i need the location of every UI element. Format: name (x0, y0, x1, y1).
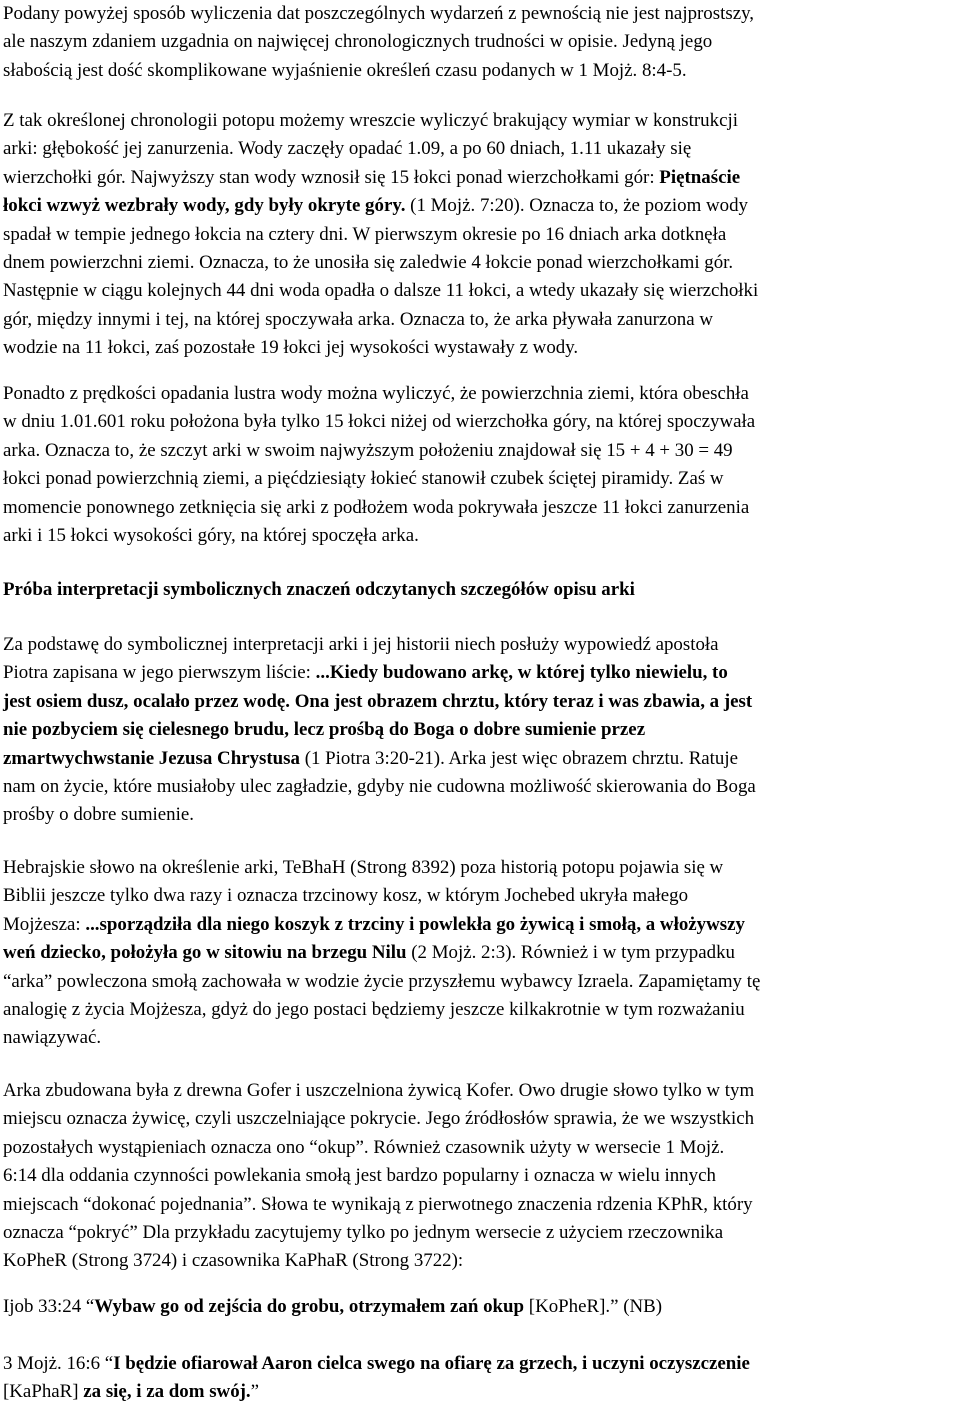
bold-quote-text: I będzie ofiarował Aaron cielca swego na ofiarę za grzech, i uczyni oczyszczenie (113, 1353, 750, 1374)
body-text: momencie ponownego zetknięcia się arki z podłożem woda pokrywała jeszcze 11 łokci zanurzenia (3, 496, 750, 518)
section-heading: Próba interpretacji symbolicznych znaczeń odczytanych szczegółów opisu arki (3, 579, 635, 600)
text-line (3, 57, 958, 85)
body-text: miejscach “dokonać pojednania”. Słowa te wynikają z pierwotnego znaczenia rdzenia KPhR, który (3, 1193, 753, 1215)
bold-quote-text: jest osiem dusz, ocalało przez wodę. Ona jest obrazem chrztu, który teraz i was zbawia, a jest (3, 690, 753, 712)
text-line (3, 631, 958, 659)
text-line (3, 854, 958, 882)
text-line (3, 688, 958, 716)
bold-quote-text: łokci wzwyż wezbrały wody, gdy były okryte góry. (3, 195, 406, 217)
text-line (3, 659, 958, 687)
body-text: analogię z życia Mojżesza, gdyż do jego postaci będziemy jeszcze kilkakrotnie w tym rozważaniu (3, 999, 745, 1021)
text-line (3, 801, 958, 829)
body-text: Ijob 33:24 “ (3, 1296, 95, 1317)
bold-quote-text: zmartwychwstanie Jezusa Chrystusa (3, 747, 300, 769)
body-text: 3 Mojż. 16:6 “ (3, 1353, 114, 1374)
body-text: wodzie na 11 łokci, zaś pozostałe 19 łokci jej wysokości wystawały z wody. (3, 337, 579, 359)
body-text: [KoPheR].” (NB) (524, 1296, 663, 1317)
text-line (3, 465, 958, 493)
text-line (3, 437, 958, 465)
body-text: arki: głębokość jej zanurzenia. Wody zaczęły opadać 1.09, a po 60 dniach, 1.11 ukazały się (3, 138, 692, 160)
text-line (3, 1350, 958, 1378)
body-text: Mojżesza: (3, 913, 86, 935)
text-line (3, 334, 958, 362)
text-line (3, 494, 958, 522)
body-text: ” (250, 1381, 260, 1403)
text-line (3, 1191, 958, 1219)
body-text: pozostałych wystąpieniach oznacza ono “okup”. Również czasownik użyty w wersecie 1 Mojż. (3, 1136, 725, 1158)
text-line (3, 107, 958, 135)
quote-job (3, 1293, 958, 1321)
text-line (3, 745, 958, 773)
body-text: 6:14 dla oddania czynności powlekania smołą jest bardzo popularny i oznacza w wielu innych (3, 1165, 716, 1187)
bold-quote-text: ...sporządziła dla niego koszyk z trzciny i powlekła go żywicą i smołą, a włożywszy (85, 913, 745, 935)
text-line (3, 996, 958, 1024)
body-text: Arka zbudowana była z drewna Gofer i uszczelniona żywicą Kofer. Owo drugie słowo tylko w tym (3, 1080, 755, 1101)
text-line (3, 1247, 958, 1275)
text-line (3, 968, 958, 996)
text-line (3, 882, 958, 910)
text-line (3, 716, 958, 744)
body-text: Hebrajskie słowo na określenie arki, TeBhaH (Strong 8392) poza historią potopu pojawia się w (3, 857, 724, 878)
body-text: ale naszym zdaniem uzgadnia on najwięcej chronologicznych trudności w opisie. Jedyną jego (3, 31, 713, 53)
body-text: Biblii jeszcze tylko dwa razy i oznacza trzcinowy kosz, w którym Jochebed ukryła małego (3, 885, 689, 907)
text-line (3, 164, 958, 192)
text-line (3, 1219, 958, 1247)
body-text: (1 Mojż. 7:20). Oznacza to, że poziom wody (405, 195, 749, 217)
body-text: dnem powierzchni ziemi. Oznacza, to że unosiła się zaledwie 4 łokcie ponad wierzchołkami gór. (3, 252, 734, 274)
text-line (3, 28, 958, 56)
body-text: nawiązywać. (3, 1027, 102, 1049)
text-line (3, 380, 958, 408)
body-text: nam on życie, które musiałoby ulec zagładzie, gdyby nie cudowna możliwość skierowania do Boga (3, 776, 756, 798)
bold-quote-text: za się, i za dom swój. (83, 1381, 251, 1403)
text-line (3, 1134, 958, 1162)
text-line (3, 306, 958, 334)
text-line (3, 408, 958, 436)
body-text: KoPheR (Strong 3724) i czasownika KaPhaR (Strong 3722): (3, 1250, 464, 1272)
text-line (3, 939, 958, 967)
paragraph-flood-depth (3, 107, 958, 363)
text-line (3, 1378, 958, 1406)
quote-leviticus (3, 1350, 958, 1407)
body-text: [KaPhaR] (3, 1381, 84, 1403)
bold-quote-text: ...Kiedy budowano arkę, w której tylko niewielu, to (315, 662, 728, 684)
text-line (3, 192, 958, 220)
body-text: łokci ponad powierzchnią ziemi, a pięćdziesiąty łokieć stanowił czubek ściętej piramidy. Zaś w (3, 468, 724, 490)
body-text: wierzchołki gór. Najwyższy stan wody wznosił się 15 łokci ponad wierzchołkami gór: (3, 166, 660, 188)
text-line (3, 1293, 958, 1321)
text-line (3, 135, 958, 163)
paragraph-gofer-kofer (3, 1077, 958, 1276)
body-text: Podany powyżej sposób wyliczenia dat poszczególnych wydarzeń z pewnością nie jest najprostszy, (3, 3, 755, 24)
text-line (3, 522, 958, 550)
text-line (3, 0, 958, 28)
body-text: spadał w tempie jednego łokcia na cztery dni. W pierwszym okresie po 16 dniach arka dotknęła (3, 223, 727, 245)
body-text: arki i 15 łokci wysokości góry, na której spoczęła arka. (3, 525, 419, 547)
bold-quote-text: nie pozbyciem się cielesnego brudu, lecz prośbą do Boga o dobre sumienie przez (3, 719, 646, 741)
text-line (3, 1077, 958, 1105)
bold-quote-text: Wybaw go od zejścia do grobu, otrzymałem zań okup (94, 1296, 525, 1317)
body-text: w dniu 1.01.601 roku położona była tylko 15 łokci niżej od wierzchołka góry, na której spoczywała (3, 411, 756, 433)
body-text: Za podstawę do symbolicznej interpretacji arki i jej historii niech posłuży wypowiedź apostoła (3, 634, 719, 655)
text-line (3, 773, 958, 801)
body-text: Piotra zapisana w jego pierwszym liście: (3, 662, 316, 684)
text-line (3, 1162, 958, 1190)
body-text: gór, między innymi i tej, na której spoczywała arka. Oznacza to, że arka pływała zanurzona w (3, 308, 713, 330)
body-text: Z tak określonej chronologii potopu możemy wreszcie wyliczyć brakujący wymiar w konstrukcji (3, 110, 738, 131)
body-text: Ponadto z prędkości opadania lustra wody można wyliczyć, że powierzchnia ziemi, która obeschła (3, 383, 749, 404)
body-text: prośby o dobre sumienie. (3, 804, 194, 826)
bold-quote-text: weń dziecko, położyła go w sitowiu na brzegu Nilu (3, 942, 407, 964)
paragraph-peter-letter (3, 631, 958, 830)
body-text: (1 Piotra 3:20-21). Arka jest więc obrazem chrztu. Ratuje (299, 747, 739, 769)
body-text: (2 Mojż. 2:3). Również i w tym przypadku (406, 942, 735, 964)
text-line (3, 249, 958, 277)
text-line (3, 911, 958, 939)
paragraph-chronology-intro (3, 0, 958, 85)
body-text: słabością jest dość skomplikowane wyjaśnienie określeń czasu podanych w 1 Mojż. 8:4-5. (3, 59, 687, 81)
body-text: oznacza “pokryć” Dla przykładu zacytujemy tylko po jednym wersecie z użyciem rzeczownika (3, 1222, 724, 1244)
paragraph-tebhah (3, 854, 958, 1053)
text-line (3, 277, 958, 305)
body-text: “arka” powleczona smołą zachowała w wodzie życie przyszłemu wybawcy Izraela. Zapamiętamy tę (3, 970, 761, 992)
text-line (3, 1024, 958, 1052)
body-text: miejscu oznacza żywicę, czyli uszczelniające pokrycie. Jego źródłosłów sprawia, że we wszystkich (3, 1108, 755, 1130)
text-line (3, 221, 958, 249)
body-text: Następnie w ciągu kolejnych 44 dni woda opadła o dalsze 11 łokci, a wtedy ukazały się wierzchołki (3, 280, 759, 302)
body-text: arka. Oznacza to, że szczyt arki w swoim najwyższym położeniu znajdował się 15 + 4 + 30 = 49 (3, 439, 733, 461)
bold-quote-text: Piętnaście (659, 166, 741, 188)
paragraph-water-descent (3, 380, 958, 550)
text-line (3, 1105, 958, 1133)
